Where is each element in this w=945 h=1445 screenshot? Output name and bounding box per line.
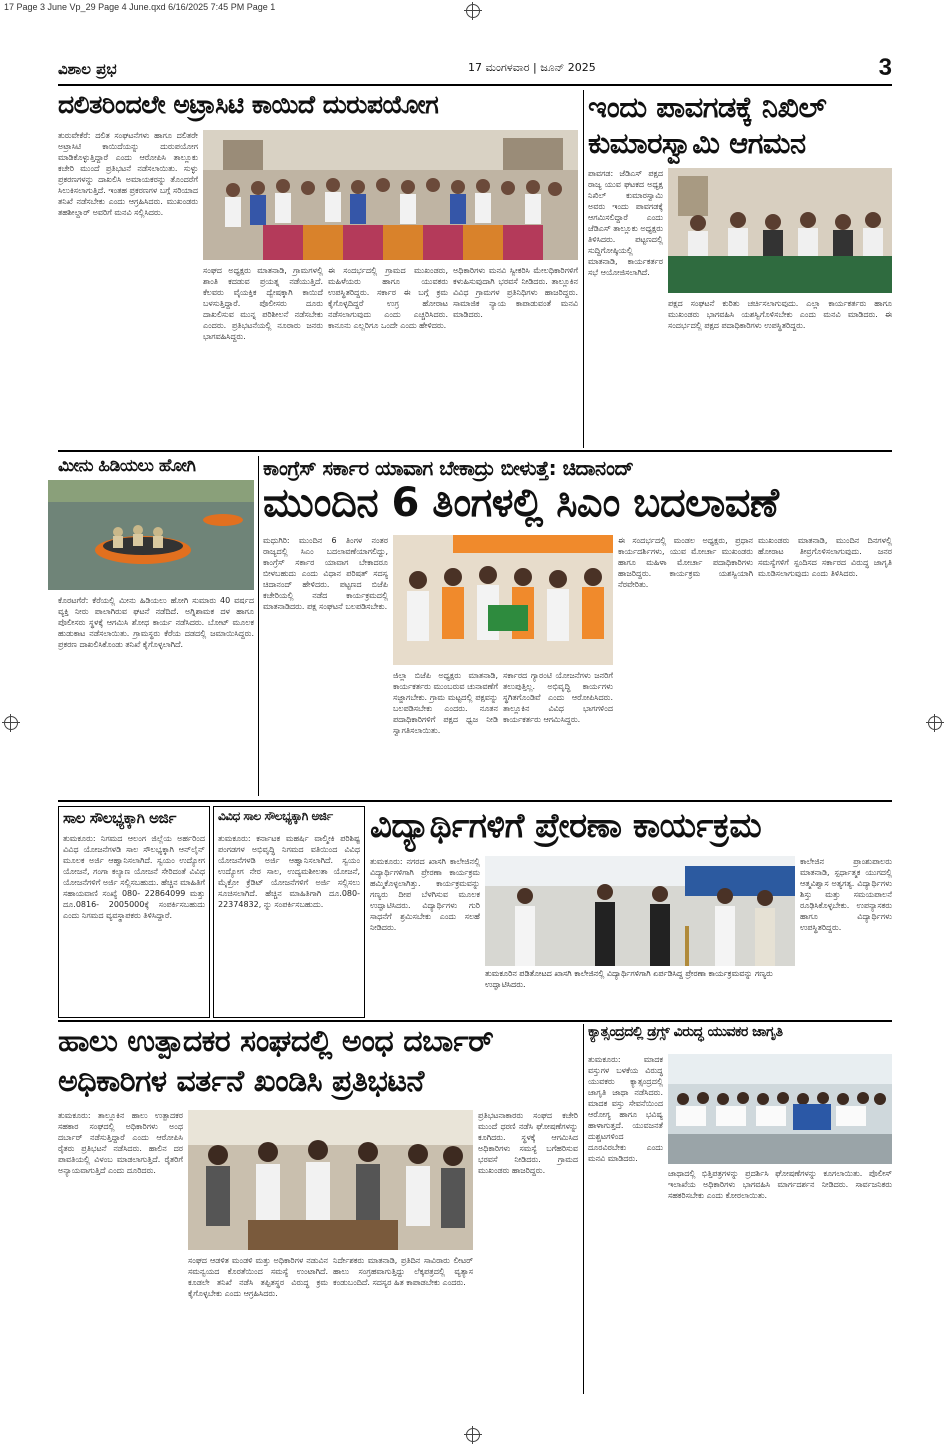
- section-rule: [58, 450, 892, 452]
- story-1-col-3: ಈ ಸಂದರ್ಭದಲ್ಲಿ ಗ್ರಾಮದ ಮುಖಂಡರು, ಮಹಿಳೆಯರು ಹಾಗೂ ಯುವಕರು ಉಪಸ್ಥಿತರಿದ್ದರು. ಸರ್ಕಾರ ಈ ಬಗ್ಗೆ ಕ್ರಮ ಕೈಗೊಳ್ಳದಿದ್ದರೆ ಉಗ್ರ ಹೋರಾಟ ನಡೆಸಲಾಗುವುದು ಎಂದು ಎಚ್ಚರಿಸಿದರು. ಕಾನೂನು ಎಲ್ಲರಿಗೂ ಒಂದೇ ಎಂದು ಹೇಳಿದರು.: [328, 266, 448, 330]
- registration-mark-icon: [4, 716, 18, 730]
- story-4-headline-line-2: ಮುಂದಿನ 6 ತಿಂಗಳಲ್ಲಿ ಸಿಎಂ ಬದಲಾವಣೆ: [263, 480, 779, 526]
- story-5-body: ತುಮಕೂರು: ನಿಗಮದ ಆಲಂಗ ಜಿಲ್ಲೆಯ ಅರ್ಹರಿಂದ ವಿವಿಧ ಯೋಜನೆಗಳಡಿ ಸಾಲ ಸೌಲಭ್ಯಕ್ಕಾಗಿ ಆನ್‌ಲೈನ್ ಮೂಲಕ ಅರ್ಜಿ ಆಹ್ವಾನಿಸಲಾಗಿದೆ. ಸ್ವಯಂ ಉದ್ಯೋಗ ಯೋಜನೆ, ಗಂಗಾ ಕಲ್ಯಾಣ ಯೋಜನೆ ಸೇರಿದಂತೆ ವಿವಿಧ ಯೋಜನೆಗಳಿಗೆ ಅರ್ಜಿ ಸಲ್ಲಿಸಬಹುದು. ಹೆಚ್ಚಿನ ಮಾಹಿತಿಗೆ ಸಹಾಯವಾಣಿ ಸಂಖ್ಯೆ 080- 22864099 ಮತ್ತು ದೂ.0816- 2005000ಕ್ಕೆ ಸಂಪರ್ಕಿಸಬಹುದು ಎಂದು ನಿಗಮದ ವ್ಯವಸ್ಥಾಪಕರು ತಿಳಿಸಿದ್ದಾರೆ.: [63, 834, 205, 920]
- newspaper-name: ವಿಶಾಲ ಪ್ರಭ: [58, 60, 117, 78]
- story-1-col-4: ಅಧಿಕಾರಿಗಳು ಮನವಿ ಸ್ವೀಕರಿಸಿ ಮೇಲಧಿಕಾರಿಗಳಿಗೆ ಕಳುಹಿಸುವುದಾಗಿ ಭರವಸೆ ನೀಡಿದರು. ತಾಲ್ಲೂಕಿನ ವಿವಿಧ ಗ್ರಾಮಗಳ ಪ್ರತಿನಿಧಿಗಳು ಹಾಜರಿದ್ದರು. ಸಾಮಾಜಿಕ ನ್ಯಾಯ ಕಾಪಾಡುವಂತೆ ಮನವಿ ಮಾಡಿದರು.: [453, 266, 578, 319]
- story-7-col-2: ಕಾಲೇಜಿನ ಪ್ರಾಂಶುಪಾಲರು ಮಾತನಾಡಿ, ಸ್ಪರ್ಧಾತ್ಮಕ ಯುಗದಲ್ಲಿ ಆತ್ಮವಿಶ್ವಾಸ ಅತ್ಯಗತ್ಯ. ವಿದ್ಯಾರ್ಥಿಗಳು ಶಿಸ್ತು ಮತ್ತು ಸಮಯಪಾಲನೆ ರೂಢಿಸಿಕೊಳ್ಳಬೇಕು. ಉಪನ್ಯಾಸಕರು ಹಾಗೂ ವಿದ್ಯಾರ್ಥಿಗಳು ಉಪಸ್ಥಿತರಿದ್ದರು.: [800, 857, 892, 932]
- print-slug: 17 Page 3 June Vp_29 Page 4 June.qxd 6/16/2025 7:45 PM Page 1: [4, 2, 276, 12]
- story-8-col-4: ಪ್ರತಿಭಟನಾಕಾರರು ಸಂಘದ ಕಚೇರಿ ಮುಂದೆ ಧರಣಿ ನಡೆಸಿ ಘೋಷಣೆಗಳನ್ನು ಕೂಗಿದರು. ಸ್ಥಳಕ್ಕೆ ಆಗಮಿಸಿದ ಅಧಿಕಾರಿಗಳು ಸಮಸ್ಯೆ ಬಗೆಹರಿಸುವ ಭರವಸೆ ನೀಡಿದರು. ಗ್ರಾಮದ ಮುಖಂಡರು ಹಾಜರಿದ್ದರು.: [478, 1111, 578, 1175]
- story-8-col-3: ನಿರ್ದೇಶಕರು ಮಾತನಾಡಿ, ಪ್ರತಿದಿನ ಸಾವಿರಾರು ಲೀಟರ್ ಹಾಲು ಸಂಗ್ರಹವಾಗುತ್ತಿದ್ದು ಲೆಕ್ಕಪತ್ರದಲ್ಲಿ ವ್ಯತ್ಯಾಸ ಕಂಡುಬಂದಿದೆ. ಸದಸ್ಯರ ಹಿತ ಕಾಪಾಡಬೇಕು ಎಂದರು.: [333, 1256, 473, 1287]
- story-9-headline: ಕ್ಯಾತ್ಸಂದ್ರದಲ್ಲಿ ಡ್ರಗ್ಸ್ ವಿರುದ್ಧ ಯುವಕರ ಜಾಗೃತಿ: [588, 1024, 783, 1040]
- story-7-caption: ತುಮಕೂರಿನ ಪಡಿತೋಟದ ಖಾಸಗಿ ಕಾಲೇಜಿನಲ್ಲಿ ವಿದ್ಯಾರ್ಥಿಗಳಿಗಾಗಿ ಏರ್ಪಡಿಸಿದ್ದ ಪ್ರೇರಣಾ ಕಾರ್ಯಕ್ರಮವನ್ನು ಗಣ್ಯರು ಉದ್ಘಾಟಿಸಿದರು.: [485, 969, 773, 989]
- press-meet-photo: [668, 168, 892, 293]
- story-1-col-2: ಸಂಘದ ಅಧ್ಯಕ್ಷರು ಮಾತನಾಡಿ, ಗ್ರಾಮಗಳಲ್ಲಿ ಶಾಂತಿ ಕದಡುವ ಪ್ರಯತ್ನ ನಡೆಯುತ್ತಿದೆ. ಕೆಲವರು ವೈಯಕ್ತಿಕ ದ್ವೇಷಕ್ಕಾಗಿ ಕಾಯಿದೆ ಬಳಸುತ್ತಿದ್ದಾರೆ. ಪೊಲೀಸರು ದೂರು ದಾಖಲಿಸುವ ಮುನ್ನ ಪರಿಶೀಲನೆ ನಡೆಸಬೇಕು ಎಂದರು. ಪ್ರತಿಭಟನೆಯಲ್ಲಿ ನೂರಾರು ಜನರು ಭಾಗವಹಿಸಿದ್ದರು.: [203, 266, 323, 341]
- registration-mark-icon: [466, 1428, 480, 1442]
- column-divider: [258, 456, 259, 796]
- story-7-col-1: ತುಮಕೂರು: ನಗರದ ಖಾಸಗಿ ಕಾಲೇಜಿನಲ್ಲಿ ವಿದ್ಯಾರ್ಥಿಗಳಿಗಾಗಿ ಪ್ರೇರಣಾ ಕಾರ್ಯಕ್ರಮ ಹಮ್ಮಿಕೊಳ್ಳಲಾಗಿತ್ತು. ಕಾರ್ಯಕ್ರಮವನ್ನು ಗಣ್ಯರು ದೀಪ ಬೆಳಗಿಸುವ ಮೂಲಕ ಉದ್ಘಾಟಿಸಿದರು. ವಿದ್ಯಾರ್ಥಿಗಳು ಗುರಿ ಸಾಧನೆಗೆ ಶ್ರಮಿಸಬೇಕು ಎಂದು ಸಲಹೆ ನೀಡಿದರು.: [370, 857, 480, 932]
- section-rule: [58, 1020, 892, 1022]
- story-6-body: ತುಮಕೂರು: ಕರ್ನಾಟಕ ಮಹರ್ಷಿ ವಾಲ್ಮೀಕಿ ಪರಿಶಿಷ್ಟ ಪಂಗಡಗಳ ಅಭಿವೃದ್ಧಿ ನಿಗಮದ ವತಿಯಿಂದ ವಿವಿಧ ಯೋಜನೆಗಳಡಿ ಅರ್ಜಿ ಆಹ್ವಾನಿಸಲಾಗಿದೆ. ಸ್ವಯಂ ಉದ್ಯೋಗ ನೇರ ಸಾಲ, ಉದ್ಯಮಶೀಲತಾ ಯೋಜನೆ, ಮೈಕ್ರೋ ಕ್ರೆಡಿಟ್ ಯೋಜನೆಗಳಿಗೆ ಅರ್ಜಿ ಸಲ್ಲಿಸಲು ಸೂಚಿಸಲಾಗಿದೆ. ಹೆಚ್ಚಿನ ಮಾಹಿತಿಗಾಗಿ ದೂ.080- 22374832, ನ್ನು ಸಂಪರ್ಕಿಸಬಹುದು.: [218, 834, 360, 909]
- column-divider: [583, 90, 584, 448]
- page-number: 3: [878, 54, 892, 81]
- story-3-photo: [48, 480, 254, 590]
- story-8-col-1: ತುಮಕೂರು: ತಾಲ್ಲೂಕಿನ ಹಾಲು ಉತ್ಪಾದಕರ ಸಹಕಾರ ಸಂಘದಲ್ಲಿ ಅಧಿಕಾರಿಗಳು ಅಂಧ ದರ್ಬಾರ್ ನಡೆಸುತ್ತಿದ್ದಾರೆ ಎಂದು ಆರೋಪಿಸಿ ರೈತರು ಪ್ರತಿಭಟನೆ ನಡೆಸಿದರು. ಹಾಲಿನ ದರ ಪಾವತಿಯಲ್ಲಿ ವಿಳಂಬ ಮಾಡಲಾಗುತ್ತಿದೆ. ರೈತರಿಗೆ ಅನ್ಯಾಯವಾಗುತ್ತಿದೆ ಎಂದು ದೂರಿದರು.: [58, 1111, 183, 1175]
- lamp-lighting-photo: [485, 856, 795, 966]
- story-9-col-2: ಜಾಥಾದಲ್ಲಿ ಭಿತ್ತಿಪತ್ರಗಳನ್ನು ಪ್ರದರ್ಶಿಸಿ ಘೋಷಣೆಗಳನ್ನು ಕೂಗಲಾಯಿತು. ಪೊಲೀಸ್ ಇಲಾಖೆಯ ಅಧಿಕಾರಿಗಳು ಭಾಗವಹಿಸಿ ಮಾರ್ಗದರ್ಶನ ನೀಡಿದರು. ಸಾರ್ವಜನಿಕರು ಸಹಕರಿಸಬೇಕು ಎಂದು ಕೋರಲಾಯಿತು.: [668, 1169, 892, 1200]
- story-3-body: ಕೊರಟಗೆರೆ: ಕೆರೆಯಲ್ಲಿ ಮೀನು ಹಿಡಿಯಲು ಹೋಗಿ ಸುಮಾರು 40 ವರ್ಷದ ವ್ಯಕ್ತಿ ನೀರು ಪಾಲಾಗಿರುವ ಘಟನೆ ನಡೆದಿದೆ. ಅಗ್ನಿಶಾಮಕ ದಳ ಹಾಗೂ ಪೊಲೀಸರು ಸ್ಥಳಕ್ಕೆ ಆಗಮಿಸಿ ಶೋಧ ಕಾರ್ಯ ನಡೆಸಿದರು. ಬೋಟ್ ಮೂಲಕ ಹುಡುಕಾಟ ನಡೆಸಲಾಯಿತು. ಗ್ರಾಮಸ್ಥರು ಕೆರೆಯ ದಡದಲ್ಲಿ ಜಮಾಯಿಸಿದ್ದರು. ಪ್ರಕರಣ ದಾಖಲಿಸಿಕೊಂಡು ತನಿಖೆ ಕೈಗೊಳ್ಳಲಾಗಿದೆ.: [58, 596, 254, 649]
- story-2-headline-line-2: ಕುಮಾರಸ್ವಾಮಿ ಆಗಮನ: [588, 126, 806, 160]
- story-4-col-1: ಮಧುಗಿರಿ: ಮುಂದಿನ 6 ತಿಂಗಳ ನಂತರ ರಾಜ್ಯದಲ್ಲಿ ಸಿಎಂ ಬದಲಾವಣೆಯಾಗಲಿದ್ದು, ಕಾಂಗ್ರೆಸ್ ಸರ್ಕಾರ ಯಾವಾಗ ಬೇಕಾದರೂ ಬೀಳಬಹುದು ಎಂದು ವಿಧಾನ ಪರಿಷತ್ ಸದಸ್ಯ ಚಿದಾನಂದ್ ಹೇಳಿದರು. ಪಟ್ಟಣದ ಬಿಜೆಪಿ ಕಚೇರಿಯಲ್ಲಿ ನಡೆದ ಕಾರ್ಯಕ್ರಮದಲ್ಲಿ ಮಾತನಾಡಿದರು. ಪಕ್ಷ ಸಂಘಟನೆ ಬಲಪಡಿಸಬೇಕು.: [263, 536, 388, 611]
- story-3-headline-line-1: ಮೀನು ಹಿಡಿಯಲು ಹೋಗಿ: [58, 456, 196, 476]
- story-9-col-1: ತುಮಕೂರು: ಮಾದಕ ವಸ್ತುಗಳ ಬಳಕೆಯ ವಿರುದ್ಧ ಯುವಕರು ಕ್ಯಾತ್ಸಂದ್ರದಲ್ಲಿ ಜಾಗೃತಿ ಜಾಥಾ ನಡೆಸಿದರು. ಮಾದಕ ವಸ್ತು ಸೇವನೆಯಿಂದ ಆರೋಗ್ಯ ಹಾಗೂ ಭವಿಷ್ಯ ಹಾಳಾಗುತ್ತದೆ. ಯುವಜನತೆ ದುಶ್ಚಟಗಳಿಂದ ದೂರವಿರಬೇಕು ಎಂದು ಮನವಿ ಮಾಡಿದರು.: [588, 1055, 663, 1163]
- story-1-photo: [203, 130, 578, 260]
- drug-awareness-rally-photo: [668, 1054, 892, 1164]
- story-4-col-5: ಮುಖಂಡರು ಮಾತನಾಡಿ, ಮುಂದಿನ ದಿನಗಳಲ್ಲಿ ಹೋರಾಟ ತೀವ್ರಗೊಳಿಸಲಾಗುವುದು. ಜನರ ಸಮಸ್ಯೆಗಳಿಗೆ ಸ್ಪಂದಿಸದ ಸರ್ಕಾರದ ವಿರುದ್ಧ ಜಾಗೃತಿ ಮೂಡಿಸಲಾಗುವುದು ಎಂದು ತಿಳಿಸಿದರು.: [758, 536, 892, 578]
- story-2-col-2: ಪಕ್ಷದ ಸಂಘಟನೆ ಕುರಿತು ಚರ್ಚಿಸಲಾಗುವುದು. ಎಲ್ಲಾ ಕಾರ್ಯಕರ್ತರು ಹಾಗೂ ಮುಖಂಡರು ಭಾಗವಹಿಸಿ ಯಶಸ್ವಿಗೊಳಿಸಬೇಕು ಎಂದು ಮನವಿ ಮಾಡಿದರು. ಈ ಸಂದರ್ಭದಲ್ಲಿ ಪಕ್ಷದ ಪದಾಧಿಕಾರಿಗಳು ಉಪಸ್ಥಿತರಿದ್ದರು.: [668, 299, 892, 330]
- column-divider: [583, 1024, 584, 1394]
- story-6-box: [213, 806, 365, 1018]
- story-9-photo: [668, 1054, 892, 1164]
- registration-mark-icon: [928, 716, 942, 730]
- story-8-photo: [188, 1110, 473, 1250]
- party-event-photo: [393, 535, 613, 665]
- registration-mark-icon: [466, 4, 480, 18]
- story-2-headline-line-1: ಇಂದು ಪಾವಗಡಕ್ಕೆ ನಿಖಿಲ್: [588, 90, 827, 124]
- issue-date: 17 ಮಂಗಳವಾರ | ಜೂನ್ 2025: [468, 61, 596, 74]
- story-5-headline: ಸಾಲ ಸೌಲಭ್ಯಕ್ಕಾಗಿ ಅರ್ಜಿ: [63, 809, 176, 827]
- story-7-headline: ವಿದ್ಯಾರ್ಥಿಗಳಿಗೆ ಪ್ರೇರಣಾ ಕಾರ್ಯಕ್ರಮ: [370, 806, 762, 846]
- milk-union-protest-photo: [188, 1110, 473, 1250]
- story-7-photo: [485, 856, 795, 966]
- protest-group-photo: [203, 130, 578, 260]
- story-2-col-1: ಪಾವಗಡ: ಜೆಡಿಎಸ್ ಪಕ್ಷದ ರಾಜ್ಯ ಯುವ ಘಟಕದ ಅಧ್ಯಕ್ಷ ನಿಖಿಲ್ ಕುಮಾರಸ್ವಾಮಿ ಅವರು ಇಂದು ಪಾವಗಡಕ್ಕೆ ಆಗಮಿಸಲಿದ್ದಾರೆ ಎಂದು ಜೆಡಿಎಸ್ ತಾಲ್ಲೂಕು ಅಧ್ಯಕ್ಷರು ತಿಳಿಸಿದರು. ಪಟ್ಟಣದಲ್ಲಿ ಸುದ್ದಿಗೋಷ್ಠಿಯಲ್ಲಿ ಮಾತನಾಡಿ, ಕಾರ್ಯಕರ್ತರ ಸಭೆ ಆಯೋಜಿಸಲಾಗಿದೆ.: [588, 169, 663, 277]
- story-4-photo: [393, 535, 613, 665]
- story-6-headline: ವಿವಿಧ ಸಾಲ ಸೌಲಭ್ಯಕ್ಕಾಗಿ ಅರ್ಜಿ: [218, 809, 333, 823]
- story-4-col-3: ಸರ್ಕಾರದ ಗ್ಯಾರಂಟಿ ಯೋಜನೆಗಳು ಜನರಿಗೆ ತಲುಪುತ್ತಿಲ್ಲ. ಅಭಿವೃದ್ಧಿ ಕಾರ್ಯಗಳು ಸ್ಥಗಿತಗೊಂಡಿವೆ ಎಂದು ಆರೋಪಿಸಿದರು. ತಾಲ್ಲೂಕಿನ ವಿವಿಧ ಭಾಗಗಳಿಂದ ಕಾರ್ಯಕರ್ತರು ಆಗಮಿಸಿದ್ದರು.: [503, 671, 613, 724]
- story-8-headline-line-1: ಹಾಲು ಉತ್ಪಾದಕರ ಸಂಘದಲ್ಲಿ ಅಂಧ ದರ್ಬಾರ್: [58, 1024, 494, 1059]
- rescue-boat-photo: [48, 480, 254, 590]
- story-1-col-1: ತುರುವೇಕೆರೆ: ದಲಿತ ಸಂಘಟನೆಗಳು ಹಾಗೂ ದಲಿತರೇ ಅಟ್ರಾಸಿಟಿ ಕಾಯಿದೆಯನ್ನು ದುರುಪಯೋಗ ಮಾಡಿಕೊಳ್ಳುತ್ತಿದ್ದಾರೆ ಎಂದು ಆರೋಪಿಸಿ ತಾಲ್ಲೂಕು ಕಚೇರಿ ಮುಂದೆ ಪ್ರತಿಭಟನೆ ನಡೆಸಲಾಯಿತು. ಸುಳ್ಳು ಪ್ರಕರಣಗಳನ್ನು ದಾಖಲಿಸಿ ಅಮಾಯಕರನ್ನು ತೊಂದರೆಗೆ ಸಿಲುಕಿಸಲಾಗುತ್ತಿದೆ. ಇಂತಹ ಪ್ರಕರಣಗಳ ಬಗ್ಗೆ ಸರಿಯಾದ ತನಿಖೆ ನಡೆಸಬೇಕು ಎಂದು ಆಗ್ರಹಿಸಿದರು. ಮುಖಂಡರು ತಹಶೀಲ್ದಾರ್ ಅವರಿಗೆ ಮನವಿ ಸಲ್ಲಿಸಿದರು.: [58, 131, 198, 217]
- story-5-box: [58, 806, 210, 1018]
- story-4-headline-line-1: ಕಾಂಗ್ರೆಸ್ ಸರ್ಕಾರ ಯಾವಾಗ ಬೇಕಾದ್ರು ಬೀಳುತ್ತೆ: ಚಿದಾನಂದ್: [263, 456, 634, 480]
- story-1-headline: ದಲಿತರಿಂದಲೇ ಅಟ್ರಾಸಿಟಿ ಕಾಯಿದೆ ದುರುಪಯೋಗ: [58, 90, 439, 119]
- story-4-col-2: ಜಿಲ್ಲಾ ಬಿಜೆಪಿ ಅಧ್ಯಕ್ಷರು ಮಾತನಾಡಿ, ಕಾರ್ಯಕರ್ತರು ಮುಂಬರುವ ಚುನಾವಣೆಗೆ ಸಜ್ಜಾಗಬೇಕು. ಗ್ರಾಮ ಮಟ್ಟದಲ್ಲಿ ಪಕ್ಷವನ್ನು ಬಲಪಡಿಸಬೇಕು ಎಂದರು. ನೂತನ ಪದಾಧಿಕಾರಿಗಳಿಗೆ ಪಕ್ಷದ ಧ್ವಜ ನೀಡಿ ಸ್ವಾಗತಿಸಲಾಯಿತು.: [393, 671, 498, 735]
- story-4-col-4: ಈ ಸಂದರ್ಭದಲ್ಲಿ ಮಂಡಲ ಅಧ್ಯಕ್ಷರು, ಪ್ರಧಾನ ಕಾರ್ಯದರ್ಶಿಗಳು, ಯುವ ಮೋರ್ಚಾ ಮುಖಂಡರು ಹಾಗೂ ಮಹಿಳಾ ಮೋರ್ಚಾ ಪದಾಧಿಕಾರಿಗಳು ಹಾಜರಿದ್ದರು. ಕಾರ್ಯಕ್ರಮ ಯಶಸ್ವಿಯಾಗಿ ನೆರವೇರಿತು.: [618, 536, 753, 589]
- masthead: [58, 54, 892, 86]
- story-2-photo: [668, 168, 892, 293]
- section-rule: [58, 800, 892, 802]
- story-8-col-2: ಸಂಘದ ಆಡಳಿತ ಮಂಡಳಿ ಮತ್ತು ಅಧಿಕಾರಿಗಳ ನಡುವಿನ ಸಮನ್ವಯದ ಕೊರತೆಯಿಂದ ಸಮಸ್ಯೆ ಉಂಟಾಗಿದೆ. ಕೂಡಲೇ ತನಿಖೆ ನಡೆಸಿ ತಪ್ಪಿತಸ್ಥರ ವಿರುದ್ಧ ಕ್ರಮ ಕೈಗೊಳ್ಳಬೇಕು ಎಂದು ಆಗ್ರಹಿಸಿದರು.: [188, 1256, 328, 1298]
- story-8-headline-line-2: ಅಧಿಕಾರಿಗಳ ವರ್ತನೆ ಖಂಡಿಸಿ ಪ್ರತಿಭಟನೆ: [58, 1064, 424, 1099]
